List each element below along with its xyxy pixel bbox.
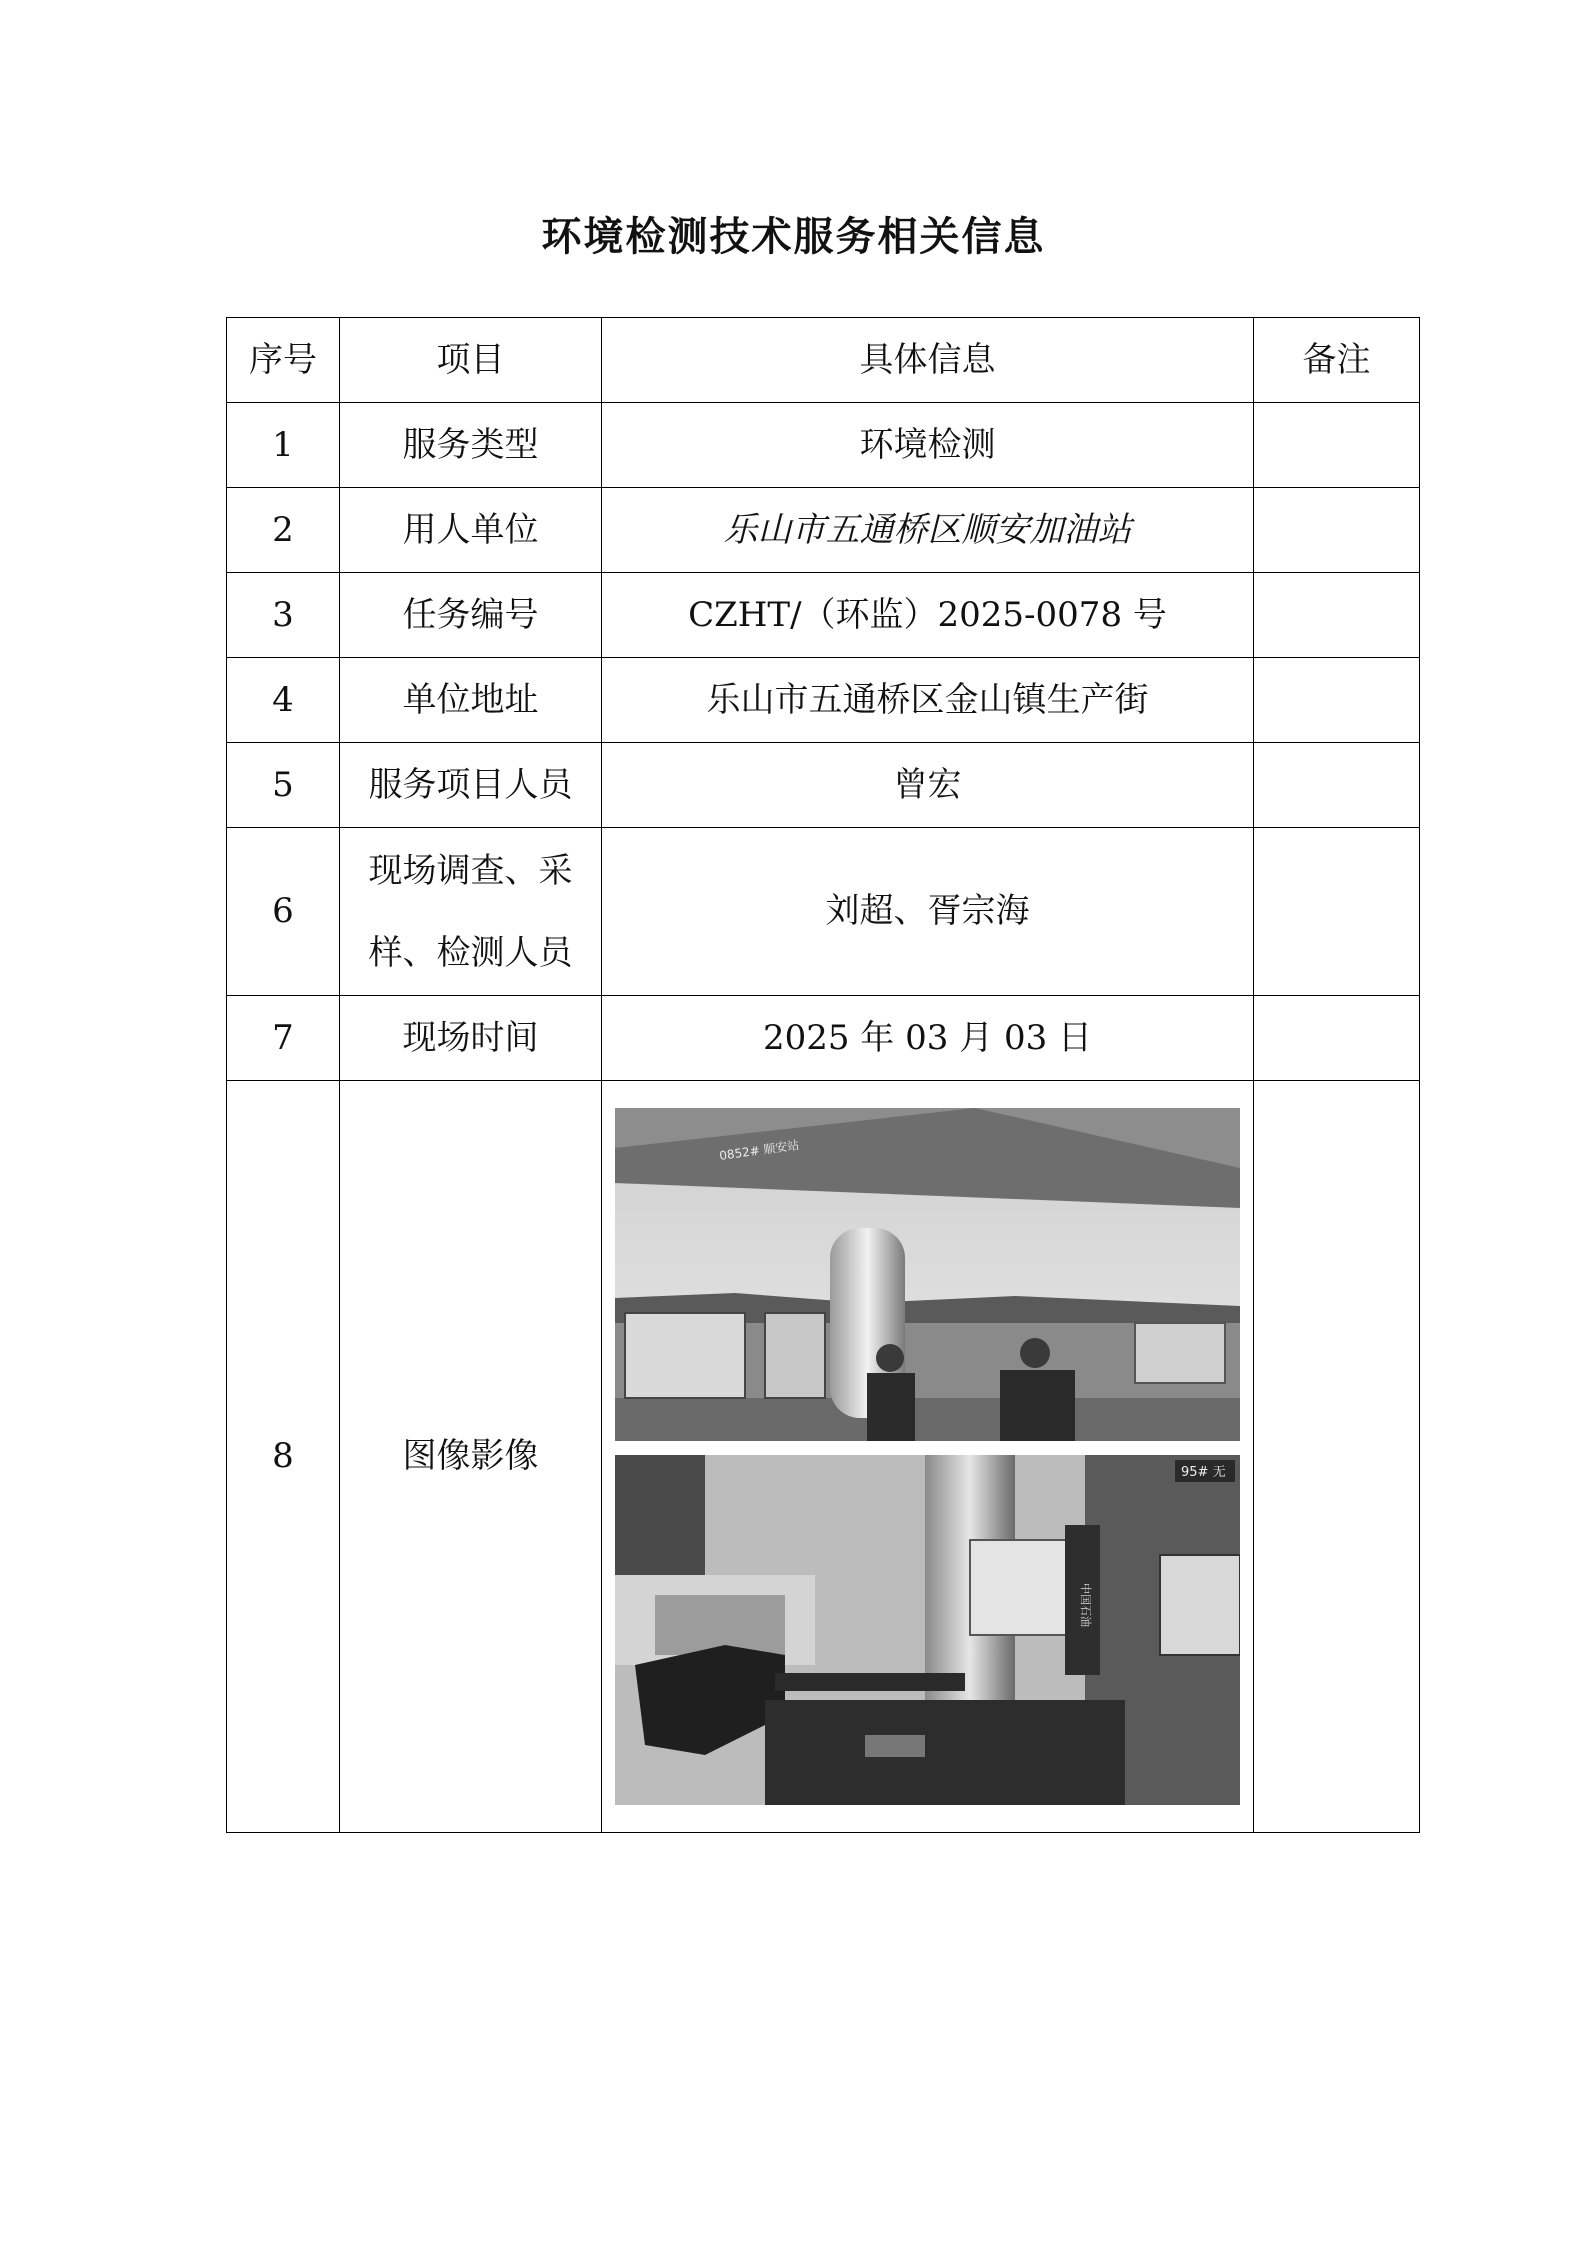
photo2-pump-label: 中国石油 — [1079, 1583, 1092, 1627]
row-item: 任务编号 — [340, 573, 602, 658]
row-note — [1254, 996, 1420, 1081]
table-row — [227, 573, 1420, 658]
row-item: 图像影像 — [340, 1081, 602, 1833]
row-info: 2025 年 03 月 03 日 — [602, 996, 1254, 1081]
row-item-line1: 现场调查、采 — [368, 850, 573, 891]
row-no: 3 — [227, 573, 340, 658]
row-no: 4 — [227, 658, 340, 743]
row-no: 1 — [227, 403, 340, 488]
table-header-row — [227, 318, 1420, 403]
page-title: 环境检测技术服务相关信息 — [541, 213, 1046, 260]
row-info: 乐山市五通桥区金山镇生产街 — [602, 658, 1254, 743]
row-no: 2 — [227, 488, 340, 573]
row-item: 用人单位 — [340, 488, 602, 573]
table-row — [227, 403, 1420, 488]
photo2-sign-text: 95# 无 — [1181, 1465, 1226, 1480]
table-row — [227, 1081, 1420, 1833]
photos-cell — [602, 1081, 1254, 1833]
row-note — [1254, 573, 1420, 658]
header-no: 序号 — [227, 318, 340, 403]
row-note — [1254, 658, 1420, 743]
row-no: 5 — [227, 743, 340, 828]
table-row — [227, 996, 1420, 1081]
row-item — [340, 828, 602, 996]
row-note — [1254, 488, 1420, 573]
row-info: 刘超、胥宗海 — [602, 828, 1254, 996]
row-item: 现场时间 — [340, 996, 602, 1081]
row-note — [1254, 1081, 1420, 1833]
row-info: 乐山市五通桥区顺安加油站 — [602, 488, 1254, 573]
header-note: 备注 — [1254, 318, 1420, 403]
row-item: 服务项目人员 — [340, 743, 602, 828]
row-item: 服务类型 — [340, 403, 602, 488]
header-info: 具体信息 — [602, 318, 1254, 403]
row-note — [1254, 403, 1420, 488]
table-row — [227, 828, 1420, 996]
row-item: 单位地址 — [340, 658, 602, 743]
site-photo-1 — [615, 1108, 1240, 1441]
row-note — [1254, 743, 1420, 828]
table-row — [227, 658, 1420, 743]
site-photo-2 — [615, 1455, 1240, 1805]
row-item-line2: 样、检测人员 — [368, 932, 573, 973]
info-table — [226, 317, 1420, 1833]
row-note — [1254, 828, 1420, 996]
table-row — [227, 743, 1420, 828]
table-row — [227, 488, 1420, 573]
photo1-sign-text: 0852# 顺安站 — [718, 1137, 801, 1163]
row-no: 8 — [227, 1081, 340, 1833]
header-item: 项目 — [340, 318, 602, 403]
row-no: 6 — [227, 828, 340, 996]
row-info: CZHT/（环监）2025-0078 号 — [602, 573, 1254, 658]
row-no: 7 — [227, 996, 340, 1081]
row-info: 环境检测 — [602, 403, 1254, 488]
row-info: 曾宏 — [602, 743, 1254, 828]
